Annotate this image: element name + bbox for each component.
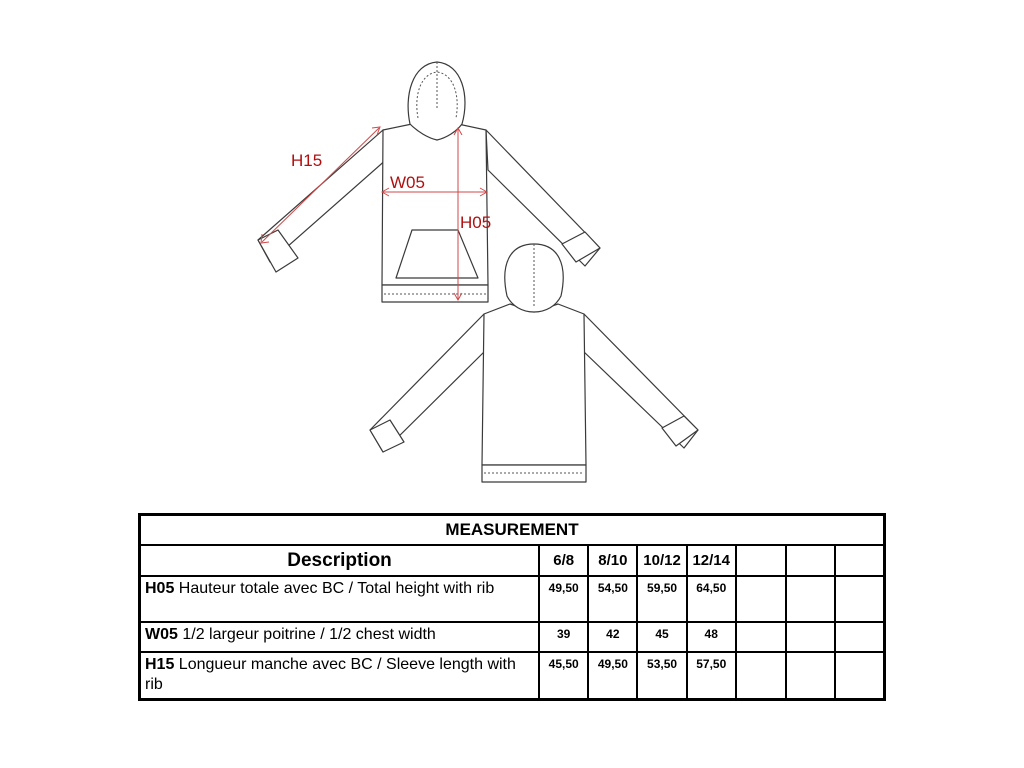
value-cell [835,652,884,700]
measurement-table [138,513,886,701]
value-cell: 45 [637,622,686,652]
sleeve-dimension-label: H15 [291,151,323,170]
row-description [140,576,540,622]
chest-dimension-label: W05 [390,173,425,192]
value-cell: 45,50 [539,652,588,700]
value-cell [736,652,786,700]
size-header [736,545,786,576]
measurement-text: 1/2 largeur poitrine / 1/2 chest width [177,626,436,643]
value-cell: 39 [539,622,588,652]
table-title-row [140,515,885,546]
value-cell [786,652,835,700]
height-dimension-label: H05 [460,213,492,232]
measurement-code: H05 [145,580,175,597]
table-row [140,576,885,622]
value-cell [736,576,786,622]
value-cell: 59,50 [637,576,686,622]
description-header: Description [140,545,540,576]
size-header [835,545,884,576]
size-header [786,545,835,576]
value-cell: 64,50 [687,576,736,622]
table-row [140,652,885,700]
table-row [140,622,885,652]
value-cell [835,576,884,622]
size-header: 10/12 [637,545,686,576]
table-title: MEASUREMENT [140,515,885,546]
value-cell: 49,50 [539,576,588,622]
sleeve-dimension-line [262,128,379,242]
value-cell: 53,50 [637,652,686,700]
value-cell [786,576,835,622]
size-header: 8/10 [588,545,637,576]
value-cell [835,622,884,652]
measurement-text: Longueur manche avec BC / Sleeve length with rib [145,656,516,693]
value-cell: 48 [687,622,736,652]
value-cell: 42 [588,622,637,652]
row-description [140,622,540,652]
measurement-code: W05 [145,626,178,643]
measurement-text: Hauteur totale avec BC / Total height with rib [174,580,495,597]
value-cell [736,622,786,652]
size-header: 6/8 [539,545,588,576]
row-description [140,652,540,700]
table-header-row [140,545,885,576]
measurement-code: H15 [145,656,175,673]
value-cell: 57,50 [687,652,736,700]
size-header: 12/14 [687,545,736,576]
value-cell: 54,50 [588,576,637,622]
value-cell [786,622,835,652]
back-body [482,304,586,465]
value-cell: 49,50 [588,652,637,700]
